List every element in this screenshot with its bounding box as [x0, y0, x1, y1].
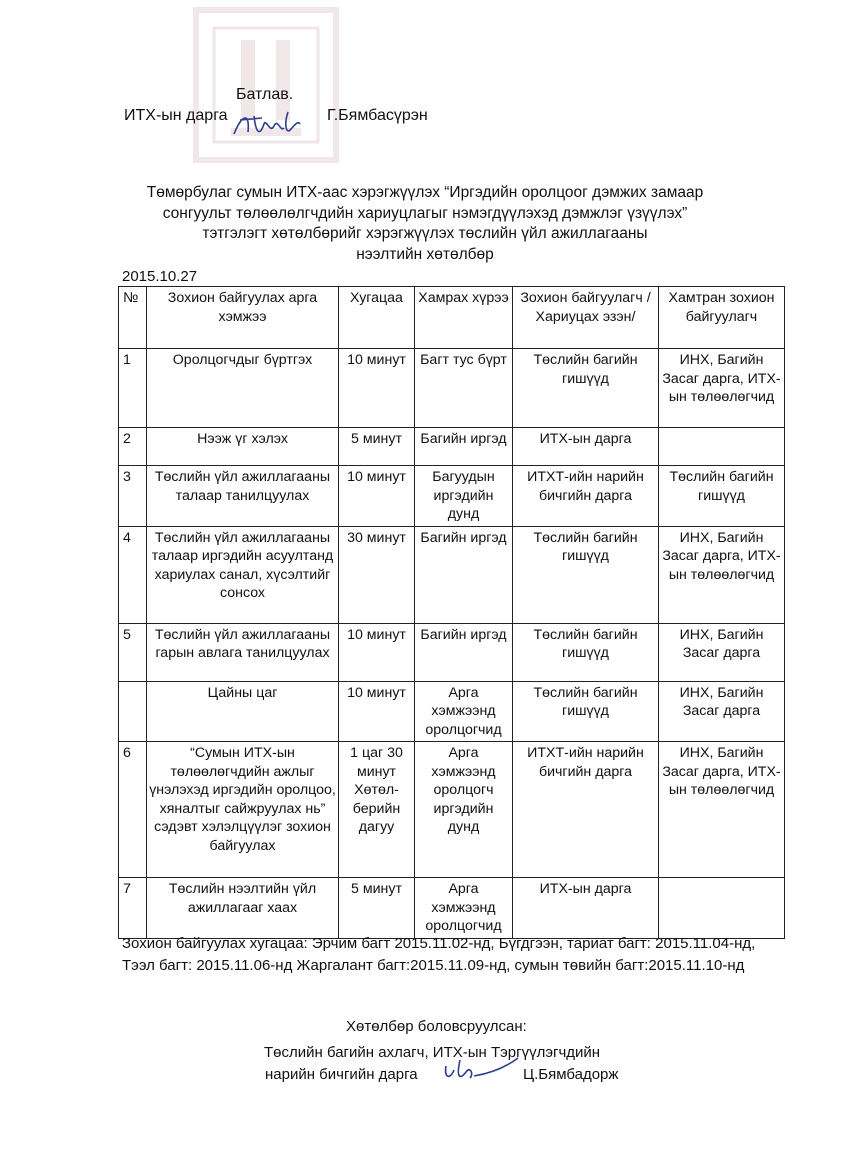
schedule-note: Зохион байгуулах хугацаа: Эрчим багт 2015.11.02-нд, Бүгдгээн, тариат багт: 2015.11.04-нд, Тээл багт: 2015.11.06-нд Жаргалант багт:2015.11.09-нд, сумын төвийн багт:2015.11.10-нд: [122, 935, 756, 974]
row-duration: 1 цаг 30 минут Хөтөл-берийн дагуу: [339, 742, 415, 878]
table-row: [119, 466, 785, 527]
program-table: [118, 286, 785, 939]
row-event: Оролцогчдыг бүртгэх: [147, 349, 339, 428]
header-scope: Хамрах хүрээ: [415, 287, 513, 349]
row-event: Төслийн үйл ажиллагааны талаар танилцуулах: [147, 466, 339, 527]
row-partner: [659, 428, 785, 466]
row-scope: Багуудын иргэдийн дунд: [415, 466, 513, 527]
faded-stamp: [186, 0, 346, 170]
row-event: Төслийн үйл ажиллагааны гарын авлага танилцуулах: [147, 623, 339, 681]
row-event: Төслийн нээлтийн үйл ажиллагааг хаах: [147, 878, 339, 939]
row-organizer: Төслийн багийн гишүүд: [513, 623, 659, 681]
row-event: Цайны цаг: [147, 681, 339, 742]
table-row: [119, 526, 785, 623]
row-number: 7: [119, 878, 147, 939]
row-scope: Багийн иргэд: [415, 428, 513, 466]
approver-signature: [232, 104, 302, 144]
title-line: тэтгэлэгт хөтөлбөрийг хэрэгжүүлэх төслийн үйл ажиллагааны: [202, 225, 648, 242]
row-event: “Сумын ИТХ-ын төлөөлөгчдийн ажлыг үнэлэхэд иргэдийн оролцоо, хяналтыг сайжруулах нь” сэдэвт хэлэлцүүлэг зохион байгуулах: [147, 742, 339, 878]
row-duration: 10 минут: [339, 349, 415, 428]
row-scope: Арга хэмжээнд оролцогч иргэдийн дунд: [415, 742, 513, 878]
row-partner: [659, 878, 785, 939]
approver-name: Г.Бямбасүрэн: [327, 107, 428, 124]
row-number: 5: [119, 623, 147, 681]
approver-position: ИТХ-ын дарга: [124, 107, 228, 124]
title-line: нээлтийн хөтөлбөр: [356, 245, 494, 263]
prepared-heading: Хөтөлбөр боловсруулсан:: [346, 1018, 527, 1035]
row-number: 4: [119, 526, 147, 623]
row-organizer: ИТХ-ын дарга: [513, 428, 659, 466]
row-partner: ИНХ, Багийн Засаг дарга, ИТХ-ын төлөөлөгчид: [659, 349, 785, 428]
table-row: [119, 878, 785, 939]
row-duration: 10 минут: [339, 466, 415, 527]
row-event: Төслийн үйл ажиллагааны талаар иргэдийн асуултанд хариулах санал, хүсэлтийг сонсох: [147, 526, 339, 623]
row-number: 6: [119, 742, 147, 878]
header-number: №: [119, 287, 147, 349]
row-duration: 30 минут: [339, 526, 415, 623]
row-scope: Багийн иргэд: [415, 526, 513, 623]
preparer-position: Төслийн багийн ахлагч, ИТХ-ын Тэргүүлэгчдийн: [264, 1044, 601, 1061]
header-organizer: Зохион байгуулагч /Хариуцах эзэн/: [513, 287, 659, 349]
table-row: [119, 349, 785, 428]
row-number: 3: [119, 466, 147, 527]
row-organizer: ИТХТ-ийн нарийн бичгийн дарга: [513, 742, 659, 878]
title-line: Төмөрбулаг сумын ИТХ-аас хэрэгжүүлэх “Иргэдийн оролцоог дэмжих замаар: [146, 184, 704, 201]
header-duration: Хугацаа: [339, 287, 415, 349]
table-row: [119, 742, 785, 878]
row-number: [119, 681, 147, 742]
header-event: Зохион байгуулах арга хэмжээ: [147, 287, 339, 349]
table-row: [119, 623, 785, 681]
row-scope: Багт тус бүрт: [415, 349, 513, 428]
row-organizer: ИТХТ-ийн нарийн бичгийн дарга: [513, 466, 659, 527]
row-duration: 5 минут: [339, 428, 415, 466]
table-header-row: [119, 287, 785, 349]
row-scope: Арга хэмжээнд оролцогчид: [415, 878, 513, 939]
table-row: [119, 428, 785, 466]
table-row: [119, 681, 785, 742]
row-number: 1: [119, 349, 147, 428]
preparer-position-cont: нарийн бичгийн дарга: [265, 1066, 418, 1083]
row-partner: Төслийн багийн гишүүд: [659, 466, 785, 527]
row-partner: ИНХ, Багийн Засаг дарга: [659, 623, 785, 681]
row-duration: 10 минут: [339, 681, 415, 742]
header-partner: Хамтран зохион байгуулагч: [659, 287, 785, 349]
row-number: 2: [119, 428, 147, 466]
approval-heading: Батлав.: [236, 86, 294, 103]
row-organizer: Төслийн багийн гишүүд: [513, 681, 659, 742]
row-organizer: Төслийн багийн гишүүд: [513, 349, 659, 428]
row-partner: ИНХ, Багийн Засаг дарга: [659, 681, 785, 742]
document-title: [100, 183, 750, 265]
row-event: Нээж үг хэлэх: [147, 428, 339, 466]
row-organizer: Төслийн багийн гишүүд: [513, 526, 659, 623]
preparer-name: Ц.Бямбадорж: [523, 1066, 619, 1083]
row-scope: Багийн иргэд: [415, 623, 513, 681]
row-partner: ИНХ, Багийн Засаг дарга, ИТХ-ын төлөөлөгчид: [659, 742, 785, 878]
preparer-signature: [440, 1054, 520, 1090]
row-duration: 10 минут: [339, 623, 415, 681]
title-line: сонгуульт төлөөлөлгчдийн хариуцлагыг нэмэгдүүлэхэд дэмжлэг үзүүлэх”: [162, 204, 688, 222]
row-partner: ИНХ, Багийн Засаг дарга, ИТХ-ын төлөөлөгчид: [659, 526, 785, 623]
row-scope: Арга хэмжээнд оролцогчид: [415, 681, 513, 742]
document-date: 2015.10.27: [122, 268, 198, 285]
row-organizer: ИТХ-ын дарга: [513, 878, 659, 939]
row-duration: 5 минут: [339, 878, 415, 939]
